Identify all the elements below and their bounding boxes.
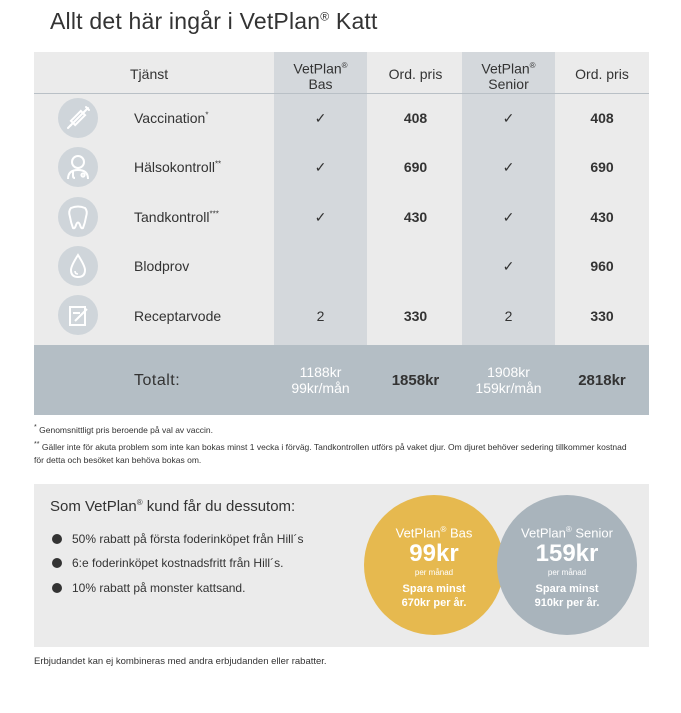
row-label-halsokontroll: Hälsokontroll** [134, 159, 222, 175]
blood-drop-icon [58, 246, 98, 286]
row-bas-check: ✓ [314, 159, 327, 175]
row-senior-check: ✓ [502, 110, 515, 126]
offer-bullet: 6:e foderinköpet kostnadsfritt från Hill´s. [52, 556, 283, 570]
bullet-dot-icon [52, 558, 62, 568]
bas-badge-save-amount: 670kr per år. [401, 597, 467, 609]
row-bas-price: 430 [403, 209, 428, 225]
total-row [34, 345, 649, 415]
row-bas-price: 408 [403, 110, 428, 126]
row-bas-check: ✓ [314, 110, 327, 126]
row-bas-check: ✓ [314, 209, 327, 225]
disclaimer: Erbjudandet kan ej kombineras med andra erbjudanden eller rabatter. [34, 656, 327, 667]
row-senior-check: ✓ [502, 159, 515, 175]
senior-badge-price: 159kr [535, 540, 599, 567]
row-senior-price: 408 [590, 110, 614, 126]
bas-column-band [274, 52, 367, 345]
senior-column-band [462, 52, 555, 345]
senior-badge-save: Spara minst [535, 583, 599, 595]
senior-badge-name: VetPlan® Senior [521, 525, 613, 541]
row-label-blodprov: Blodprov [134, 258, 190, 274]
senior-price-badge [497, 495, 637, 635]
syringe-icon [58, 98, 98, 138]
total-bas-ord: 1858kr [391, 372, 440, 389]
tooth-icon [58, 197, 98, 237]
row-bas-count: 2 [316, 308, 325, 324]
row-label-vaccination: Vaccination* [134, 110, 209, 126]
header-divider [34, 93, 649, 94]
row-bas-price: 330 [403, 308, 428, 324]
bas-price-badge [364, 495, 504, 635]
header-senior: VetPlan® Senior [481, 60, 536, 92]
header-service: Tjänst [130, 66, 169, 82]
total-label: Totalt: [134, 372, 181, 389]
bas-badge-unit: per månad [414, 568, 454, 577]
offer-bullet: 50% rabatt på första foderinköpet från Hill´s [52, 532, 303, 546]
row-bas-price: 690 [403, 159, 428, 175]
bas-badge-price: 99kr [409, 540, 459, 567]
footnotes [34, 421, 634, 468]
header-ord-price: Ord. pris [388, 66, 443, 82]
bas-badge-name: VetPlan® Bas [395, 525, 473, 541]
total-senior-ord: 2818kr [578, 372, 626, 389]
row-label-tandkontroll: Tandkontroll*** [134, 209, 219, 225]
row-senior-check: ✓ [502, 209, 515, 225]
offer-title: Som VetPlan® kund får du dessutom: [50, 498, 296, 515]
row-senior-price: 430 [590, 209, 614, 225]
total-senior: 1908kr 159kr/mån [475, 364, 542, 396]
offer-box [34, 484, 649, 647]
price-table [34, 52, 649, 415]
header-bas: VetPlan® Bas [293, 60, 348, 92]
footnote-1: * Genomsnittligt pris beroende på val av vaccin. [34, 423, 213, 435]
bas-badge-save: Spara minst [402, 583, 466, 595]
bullet-dot-icon [52, 534, 62, 544]
total-bas: 1188kr 99kr/mån [291, 364, 350, 396]
senior-badge-unit: per månad [547, 568, 587, 577]
row-senior-price: 690 [590, 159, 614, 175]
row-senior-price: 960 [590, 258, 614, 274]
senior-badge-save-amount: 910kr per år. [534, 597, 600, 609]
header-ord-price-2: Ord. pris [575, 66, 629, 82]
vet-doctor-icon [58, 147, 98, 187]
prescription-icon [58, 295, 98, 335]
row-label-receptarvode: Receptarvode [134, 308, 222, 324]
footnote-2: ** Gäller inte för akuta problem som inte kan bokas minst 1 vecka i förväg. Tandkontrollen utförs på vaket djur. Om djuret behöver sedering tillkommer kostnad för detta och besöket kan behöva bokas om. [34, 439, 627, 465]
bullet-dot-icon [52, 583, 62, 593]
row-senior-count: 2 [504, 308, 513, 324]
page-title: Allt det här ingår i VetPlan® Katt [50, 8, 378, 34]
offer-bullet: 10% rabatt på monster kattsand. [52, 581, 245, 595]
row-senior-check: ✓ [502, 258, 515, 274]
row-senior-price: 330 [590, 308, 614, 324]
